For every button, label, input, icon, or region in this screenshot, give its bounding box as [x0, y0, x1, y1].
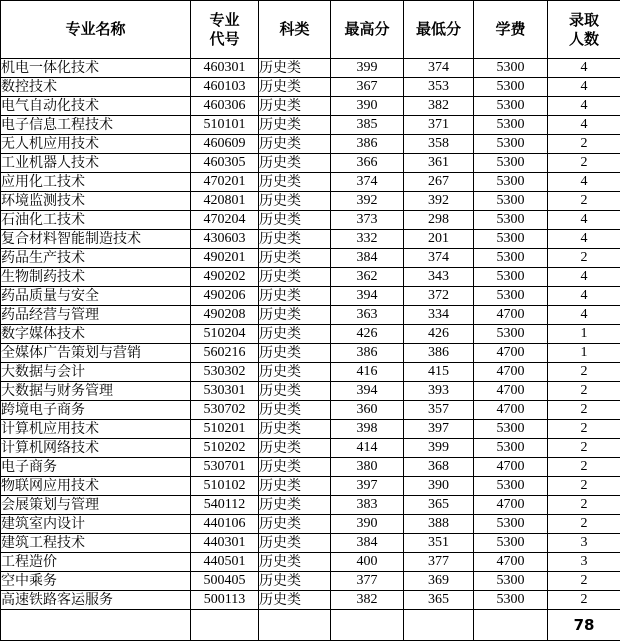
major-name-cell: 复合材料智能制造技术 [1, 230, 191, 249]
admit-count-cell: 2 [548, 439, 620, 458]
major-code-cell: 500405 [191, 572, 259, 591]
min-score-cell: 298 [404, 211, 474, 230]
admit-count-cell: 4 [548, 306, 620, 325]
min-score-cell: 353 [404, 78, 474, 97]
admit-count-cell: 2 [548, 363, 620, 382]
min-score-cell: 361 [404, 154, 474, 173]
min-score-cell: 392 [404, 192, 474, 211]
category-cell: 历史类 [259, 553, 331, 572]
major-code-cell: 490206 [191, 287, 259, 306]
table-row [1, 116, 620, 135]
max-score-cell: 399 [331, 59, 404, 78]
header-tuition: 学费 [474, 1, 548, 59]
max-score-cell: 394 [331, 382, 404, 401]
admit-count-cell: 4 [548, 59, 620, 78]
tuition-cell: 5300 [474, 439, 548, 458]
major-name-cell: 药品经营与管理 [1, 306, 191, 325]
min-score-cell: 426 [404, 325, 474, 344]
major-code-cell: 460305 [191, 154, 259, 173]
major-name-cell: 电子商务 [1, 458, 191, 477]
total-admit-count: 78 [548, 610, 620, 641]
tuition-cell: 5300 [474, 477, 548, 496]
min-score-cell: 267 [404, 173, 474, 192]
table-row [1, 249, 620, 268]
category-cell: 历史类 [259, 192, 331, 211]
tuition-cell: 5300 [474, 192, 548, 211]
admit-count-cell: 2 [548, 572, 620, 591]
category-cell: 历史类 [259, 382, 331, 401]
max-score-cell: 394 [331, 287, 404, 306]
major-code-cell: 440501 [191, 553, 259, 572]
admit-count-cell: 2 [548, 420, 620, 439]
tuition-cell: 4700 [474, 458, 548, 477]
tuition-cell: 5300 [474, 230, 548, 249]
major-code-cell: 490202 [191, 268, 259, 287]
max-score-cell: 416 [331, 363, 404, 382]
header-row [1, 1, 620, 59]
admit-count-cell: 4 [548, 268, 620, 287]
admit-count-cell: 4 [548, 173, 620, 192]
tuition-cell: 5300 [474, 78, 548, 97]
major-name-cell: 数控技术 [1, 78, 191, 97]
tuition-cell: 4700 [474, 382, 548, 401]
major-code-cell: 430603 [191, 230, 259, 249]
table-body [1, 59, 620, 641]
major-code-cell: 510204 [191, 325, 259, 344]
major-name-cell: 工程造价 [1, 553, 191, 572]
admit-count-cell: 2 [548, 477, 620, 496]
major-name-cell: 机电一体化技术 [1, 59, 191, 78]
max-score-cell: 382 [331, 591, 404, 610]
major-code-cell: 530301 [191, 382, 259, 401]
major-name-cell: 跨境电子商务 [1, 401, 191, 420]
table-row [1, 382, 620, 401]
header-admit-count-line1: 录取 [568, 10, 599, 29]
category-cell: 历史类 [259, 534, 331, 553]
header-min-score: 最低分 [404, 1, 474, 59]
tuition-cell: 5300 [474, 97, 548, 116]
min-score-cell: 377 [404, 553, 474, 572]
category-cell: 历史类 [259, 306, 331, 325]
max-score-cell: 373 [331, 211, 404, 230]
tuition-cell: 5300 [474, 211, 548, 230]
max-score-cell: 366 [331, 154, 404, 173]
max-score-cell: 390 [331, 97, 404, 116]
total-blank-cell [474, 610, 548, 641]
total-blank-cell [191, 610, 259, 641]
table-row [1, 325, 620, 344]
major-name-cell: 药品质量与安全 [1, 287, 191, 306]
major-code-cell: 490208 [191, 306, 259, 325]
major-name-cell: 会展策划与管理 [1, 496, 191, 515]
major-name-cell: 空中乘务 [1, 572, 191, 591]
tuition-cell: 5300 [474, 572, 548, 591]
min-score-cell: 334 [404, 306, 474, 325]
admit-count-cell: 2 [548, 591, 620, 610]
min-score-cell: 357 [404, 401, 474, 420]
header-major-code-line2: 代号 [209, 29, 240, 48]
tuition-cell: 5300 [474, 287, 548, 306]
major-name-cell: 工业机器人技术 [1, 154, 191, 173]
category-cell: 历史类 [259, 135, 331, 154]
header-admit-count [548, 1, 620, 59]
max-score-cell: 386 [331, 344, 404, 363]
table-row [1, 439, 620, 458]
admit-count-cell: 4 [548, 211, 620, 230]
category-cell: 历史类 [259, 515, 331, 534]
category-cell: 历史类 [259, 154, 331, 173]
table-row [1, 97, 620, 116]
max-score-cell: 398 [331, 420, 404, 439]
min-score-cell: 365 [404, 496, 474, 515]
major-name-cell: 电气自动化技术 [1, 97, 191, 116]
admit-count-cell: 2 [548, 249, 620, 268]
table-row [1, 591, 620, 610]
tuition-cell: 5300 [474, 59, 548, 78]
admit-count-cell: 3 [548, 553, 620, 572]
major-name-cell: 应用化工技术 [1, 173, 191, 192]
admit-count-cell: 4 [548, 116, 620, 135]
min-score-cell: 365 [404, 591, 474, 610]
category-cell: 历史类 [259, 249, 331, 268]
category-cell: 历史类 [259, 439, 331, 458]
header-major-code [191, 1, 259, 59]
table-row [1, 363, 620, 382]
major-code-cell: 560216 [191, 344, 259, 363]
table-row [1, 154, 620, 173]
min-score-cell: 393 [404, 382, 474, 401]
table-row [1, 192, 620, 211]
admit-count-cell: 4 [548, 97, 620, 116]
max-score-cell: 426 [331, 325, 404, 344]
category-cell: 历史类 [259, 173, 331, 192]
tuition-cell: 4700 [474, 496, 548, 515]
admit-count-cell: 2 [548, 496, 620, 515]
min-score-cell: 201 [404, 230, 474, 249]
tuition-cell: 5300 [474, 116, 548, 135]
admit-count-cell: 2 [548, 192, 620, 211]
category-cell: 历史类 [259, 458, 331, 477]
category-cell: 历史类 [259, 363, 331, 382]
max-score-cell: 397 [331, 477, 404, 496]
max-score-cell: 386 [331, 135, 404, 154]
max-score-cell: 363 [331, 306, 404, 325]
table-row [1, 553, 620, 572]
min-score-cell: 415 [404, 363, 474, 382]
table-row [1, 230, 620, 249]
table-row [1, 458, 620, 477]
admit-count-cell: 4 [548, 78, 620, 97]
major-name-cell: 全媒体广告策划与营销 [1, 344, 191, 363]
admit-count-cell: 2 [548, 401, 620, 420]
major-code-cell: 460301 [191, 59, 259, 78]
major-name-cell: 高速铁路客运服务 [1, 591, 191, 610]
max-score-cell: 360 [331, 401, 404, 420]
admit-count-cell: 3 [548, 534, 620, 553]
max-score-cell: 392 [331, 192, 404, 211]
table-row [1, 477, 620, 496]
major-code-cell: 440106 [191, 515, 259, 534]
major-name-cell: 建筑工程技术 [1, 534, 191, 553]
table-row [1, 268, 620, 287]
category-cell: 历史类 [259, 325, 331, 344]
max-score-cell: 385 [331, 116, 404, 135]
tuition-cell: 5300 [474, 173, 548, 192]
max-score-cell: 380 [331, 458, 404, 477]
table-row [1, 496, 620, 515]
category-cell: 历史类 [259, 116, 331, 135]
max-score-cell: 384 [331, 534, 404, 553]
admit-count-cell: 1 [548, 325, 620, 344]
admit-count-cell: 2 [548, 458, 620, 477]
category-cell: 历史类 [259, 230, 331, 249]
major-code-cell: 510201 [191, 420, 259, 439]
min-score-cell: 351 [404, 534, 474, 553]
max-score-cell: 390 [331, 515, 404, 534]
tuition-cell: 5300 [474, 154, 548, 173]
min-score-cell: 371 [404, 116, 474, 135]
table-row [1, 401, 620, 420]
category-cell: 历史类 [259, 344, 331, 363]
tuition-cell: 4700 [474, 344, 548, 363]
major-code-cell: 540112 [191, 496, 259, 515]
total-blank-cell [404, 610, 474, 641]
min-score-cell: 399 [404, 439, 474, 458]
category-cell: 历史类 [259, 287, 331, 306]
major-name-cell: 环境监测技术 [1, 192, 191, 211]
max-score-cell: 332 [331, 230, 404, 249]
max-score-cell: 362 [331, 268, 404, 287]
min-score-cell: 343 [404, 268, 474, 287]
tuition-cell: 5300 [474, 135, 548, 154]
table-row [1, 344, 620, 363]
admit-count-cell: 4 [548, 230, 620, 249]
admit-count-cell: 2 [548, 382, 620, 401]
major-name-cell: 物联网应用技术 [1, 477, 191, 496]
max-score-cell: 377 [331, 572, 404, 591]
admit-count-cell: 2 [548, 154, 620, 173]
category-cell: 历史类 [259, 211, 331, 230]
header-major-code-line1: 专业 [209, 10, 240, 29]
total-blank-cell [1, 610, 191, 641]
tuition-cell: 5300 [474, 268, 548, 287]
category-cell: 历史类 [259, 97, 331, 116]
major-code-cell: 510102 [191, 477, 259, 496]
major-code-cell: 440301 [191, 534, 259, 553]
min-score-cell: 397 [404, 420, 474, 439]
min-score-cell: 369 [404, 572, 474, 591]
min-score-cell: 382 [404, 97, 474, 116]
header-category: 科类 [259, 1, 331, 59]
table-row [1, 173, 620, 192]
major-name-cell: 电子信息工程技术 [1, 116, 191, 135]
max-score-cell: 383 [331, 496, 404, 515]
major-name-cell: 大数据与会计 [1, 363, 191, 382]
table-row [1, 135, 620, 154]
table-row [1, 59, 620, 78]
major-code-cell: 470204 [191, 211, 259, 230]
category-cell: 历史类 [259, 477, 331, 496]
major-code-cell: 530702 [191, 401, 259, 420]
header-major-name: 专业名称 [1, 1, 191, 59]
total-row [1, 610, 620, 641]
major-code-cell: 460306 [191, 97, 259, 116]
header-admit-count-line2: 人数 [568, 29, 599, 48]
max-score-cell: 367 [331, 78, 404, 97]
major-code-cell: 460609 [191, 135, 259, 154]
major-code-cell: 510101 [191, 116, 259, 135]
min-score-cell: 372 [404, 287, 474, 306]
major-name-cell: 数字媒体技术 [1, 325, 191, 344]
major-name-cell: 无人机应用技术 [1, 135, 191, 154]
tuition-cell: 5300 [474, 325, 548, 344]
min-score-cell: 374 [404, 59, 474, 78]
table-row [1, 420, 620, 439]
max-score-cell: 414 [331, 439, 404, 458]
tuition-cell: 5300 [474, 515, 548, 534]
category-cell: 历史类 [259, 59, 331, 78]
tuition-cell: 4700 [474, 363, 548, 382]
category-cell: 历史类 [259, 572, 331, 591]
table-row [1, 306, 620, 325]
max-score-cell: 374 [331, 173, 404, 192]
major-name-cell: 生物制药技术 [1, 268, 191, 287]
min-score-cell: 390 [404, 477, 474, 496]
table-row [1, 211, 620, 230]
table-row [1, 572, 620, 591]
table-row [1, 515, 620, 534]
tuition-cell: 4700 [474, 401, 548, 420]
category-cell: 历史类 [259, 496, 331, 515]
tuition-cell: 4700 [474, 306, 548, 325]
category-cell: 历史类 [259, 401, 331, 420]
tuition-cell: 4700 [474, 553, 548, 572]
min-score-cell: 386 [404, 344, 474, 363]
major-code-cell: 500113 [191, 591, 259, 610]
total-blank-cell [259, 610, 331, 641]
major-name-cell: 计算机应用技术 [1, 420, 191, 439]
min-score-cell: 368 [404, 458, 474, 477]
category-cell: 历史类 [259, 591, 331, 610]
major-name-cell: 石油化工技术 [1, 211, 191, 230]
header-max-score: 最高分 [331, 1, 404, 59]
major-name-cell: 药品生产技术 [1, 249, 191, 268]
major-code-cell: 470201 [191, 173, 259, 192]
category-cell: 历史类 [259, 420, 331, 439]
total-blank-cell [331, 610, 404, 641]
min-score-cell: 374 [404, 249, 474, 268]
min-score-cell: 388 [404, 515, 474, 534]
major-name-cell: 建筑室内设计 [1, 515, 191, 534]
max-score-cell: 400 [331, 553, 404, 572]
major-code-cell: 420801 [191, 192, 259, 211]
tuition-cell: 5300 [474, 249, 548, 268]
major-code-cell: 460103 [191, 78, 259, 97]
table-row [1, 287, 620, 306]
major-code-cell: 510202 [191, 439, 259, 458]
major-name-cell: 大数据与财务管理 [1, 382, 191, 401]
major-code-cell: 530302 [191, 363, 259, 382]
category-cell: 历史类 [259, 78, 331, 97]
tuition-cell: 5300 [474, 591, 548, 610]
table-row [1, 78, 620, 97]
major-name-cell: 计算机网络技术 [1, 439, 191, 458]
min-score-cell: 358 [404, 135, 474, 154]
tuition-cell: 5300 [474, 420, 548, 439]
admit-count-cell: 4 [548, 287, 620, 306]
tuition-cell: 5300 [474, 534, 548, 553]
major-code-cell: 530701 [191, 458, 259, 477]
table-row [1, 534, 620, 553]
admit-count-cell: 1 [548, 344, 620, 363]
max-score-cell: 384 [331, 249, 404, 268]
category-cell: 历史类 [259, 268, 331, 287]
major-code-cell: 490201 [191, 249, 259, 268]
admit-count-cell: 2 [548, 135, 620, 154]
admit-count-cell: 2 [548, 515, 620, 534]
